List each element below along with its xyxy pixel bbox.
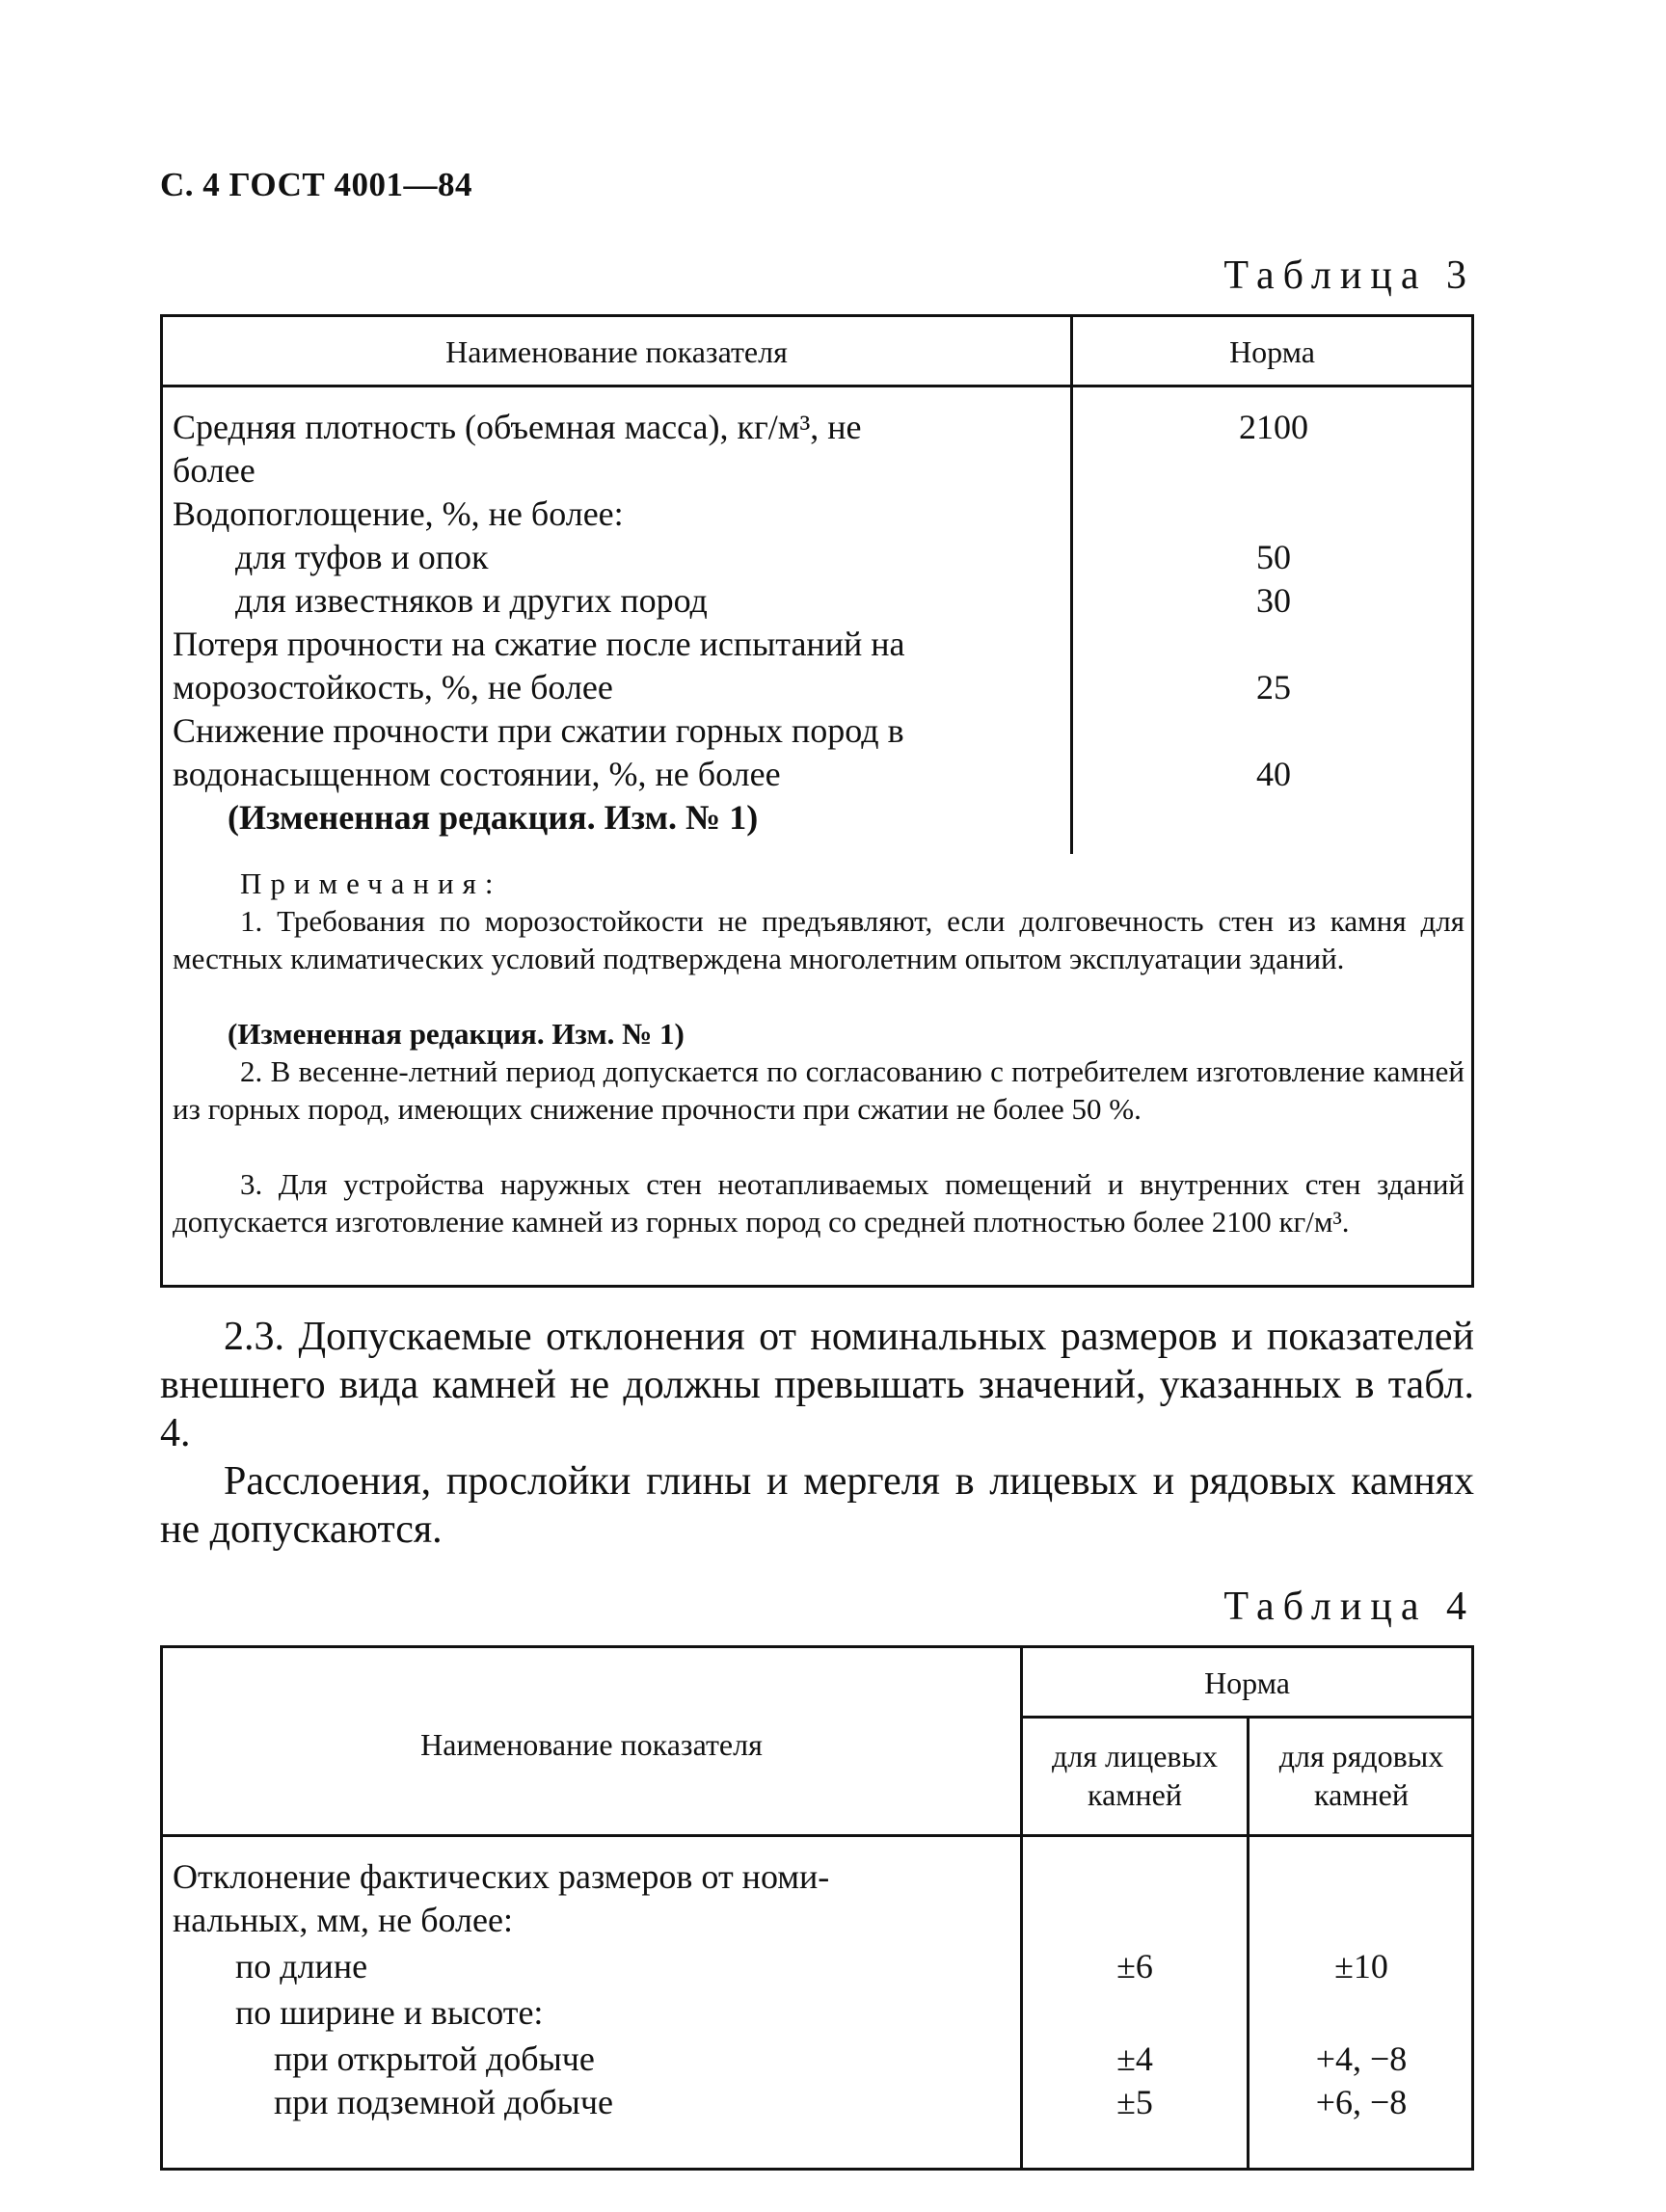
row-frost-line2: морозостойкость, %, не более [173, 668, 613, 706]
paragraph-2-3: 2.3. Допускаемые отклонения от номинальных размеров и показателей внешнего вида камней не должны превышать значений, указанных в табл. 4. [160, 1315, 1474, 1455]
subheader-ordinary-line2: камней [1314, 1777, 1409, 1812]
row-water-absorption: Водопоглощение, %, не более: [173, 494, 624, 533]
row-saturated-line1: Снижение прочности при сжатии горных пород в [173, 711, 904, 750]
note-3: 3. Для устройства наружных стен неотапливаемых помещений и внутренних стен зданий допускается изготовление камней из горных пород со средней плотностью более 2100 кг/м³. [173, 1167, 1464, 1239]
value-open-pit-face: ±4 [1116, 2039, 1153, 2078]
row-open-pit: при открытой добыче [274, 2039, 595, 2078]
value-length-ordinary: ±10 [1334, 1947, 1388, 1985]
row-density-line2: более [173, 451, 255, 490]
subheader-face-line2: камней [1088, 1777, 1182, 1812]
note-1-revision: (Измененная редакция. Изм. № 1) [228, 1017, 685, 1051]
row-density-line1: Средняя плотность (объемная масса), кг/м³, не [173, 408, 862, 446]
row-length: по длине [235, 1947, 368, 1985]
table-3-caption: Таблица 3 [1223, 253, 1475, 298]
column-header-name: Наименование показателя [445, 334, 788, 369]
table-4 [160, 1645, 1474, 2171]
row-saturated-line2: водонасыщенном состоянии, %, не более [173, 755, 781, 793]
row-tuff: для туфов и опок [235, 538, 489, 576]
value-underground-face: ±5 [1116, 2083, 1153, 2121]
header-divider [163, 1834, 1471, 1837]
value-saturated: 40 [1256, 755, 1291, 793]
column-header-norm: Норма [1229, 334, 1315, 369]
page-header: С. 4 ГОСТ 4001—84 [160, 166, 472, 203]
subheader-face-line1: для лицевых [1052, 1739, 1218, 1773]
value-tuff: 50 [1256, 538, 1291, 576]
revision-note: (Измененная редакция. Изм. № 1) [228, 798, 759, 837]
subheader-ordinary-line1: для рядовых [1278, 1739, 1444, 1773]
header-divider [1020, 1716, 1471, 1719]
table-3 [160, 314, 1474, 1288]
table-4-caption: Таблица 4 [1223, 1585, 1475, 1629]
header-divider [163, 385, 1471, 387]
value-open-pit-ordinary: +4, −8 [1315, 2039, 1408, 2078]
notes-title: Примечания: [240, 866, 502, 900]
row-deviation-line1: Отклонение фактических размеров от номи- [173, 1857, 830, 1896]
value-underground-ordinary: +6, −8 [1315, 2083, 1408, 2121]
subheader-face-stones [1023, 1737, 1247, 1814]
value-length-face: ±6 [1116, 1947, 1153, 1985]
note-1: 1. Требования по морозостойкости не предъявляют, если долговечность стен из камня для местных климатических условий подтверждена многолетним опытом эксплуатации зданий. [173, 904, 1464, 975]
row-frost-line1: Потеря прочности на сжатие после испытаний на [173, 625, 905, 663]
value-frost: 25 [1256, 668, 1291, 706]
subheader-ordinary-stones [1250, 1737, 1473, 1814]
column-header-norm: Норма [1204, 1666, 1290, 1700]
note-2: 2. В весенне-летний период допускается по согласованию с потребителем изготовление камней из горных пород, имеющих снижение прочности при сжатии не более 50 %. [173, 1054, 1464, 1126]
row-limestone: для известняков и других пород [235, 581, 708, 620]
row-underground: при подземной добыче [274, 2083, 613, 2121]
paragraph-layers: Расслоения, прослойки глины и мергеля в лицевых и рядовых камнях не допускаются. [160, 1459, 1474, 1552]
row-width-height: по ширине и высоте: [235, 1993, 544, 2032]
value-limestone: 30 [1256, 581, 1291, 620]
column-header-name: Наименование показателя [420, 1727, 763, 1762]
row-deviation-line2: нальных, мм, не более: [173, 1901, 513, 1939]
value-density: 2100 [1239, 408, 1308, 446]
